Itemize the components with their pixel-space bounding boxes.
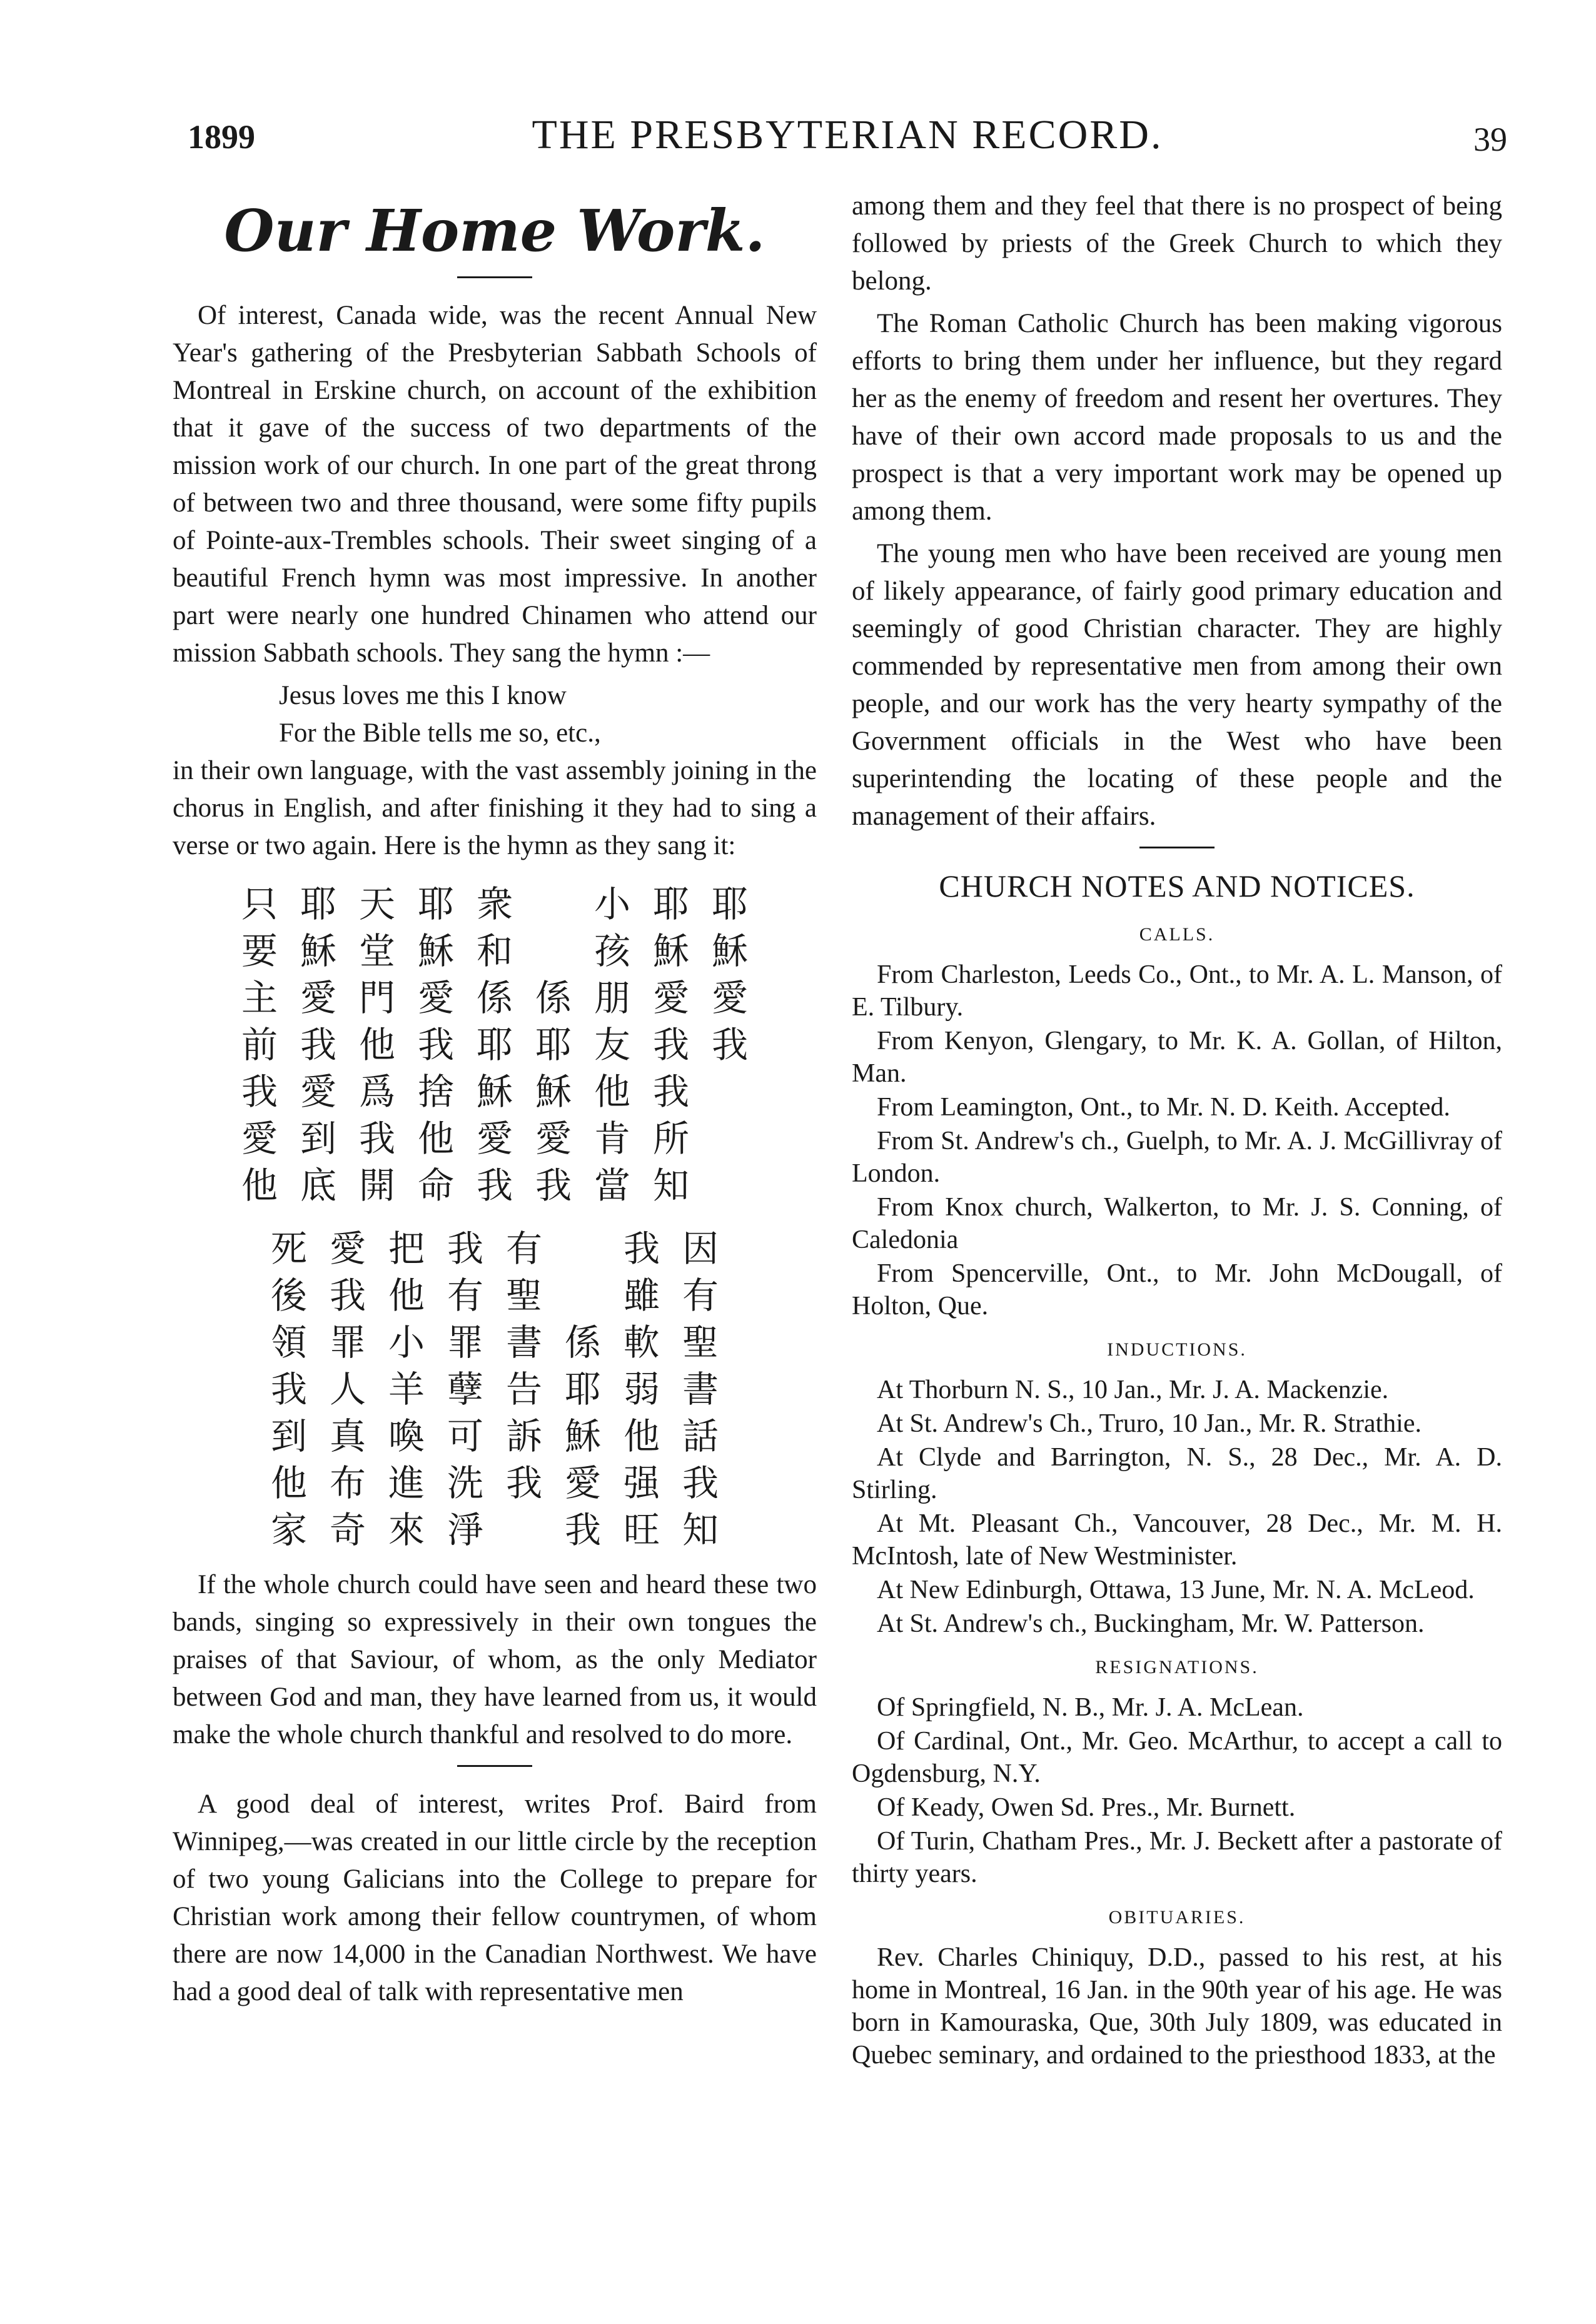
article-paragraph: Of interest, Canada wide, was the recent Annual New Year's gathering of the Presbyterian Sabbath Schools of Montreal in Erskine church, on account of the exhibition that it gave of the success of two departments of the mission work of our church. In one part of the great throng of between two and three thousand, were some fifty pupils of Pointe-aux-Trembles schools. Their sweet singing of a beautiful French hymn was most impressive. In another part were nearly one hundred Chinamen who attend our mission Sabbath schools. They sang the hymn :— xyxy=(173,301,817,668)
inductions-list xyxy=(852,1374,1502,1640)
hymn-character: 係 xyxy=(564,1321,601,1364)
hymn-column xyxy=(650,881,692,1209)
hymn-character: 愛 xyxy=(476,1117,513,1160)
hymn-character: 前 xyxy=(241,1024,278,1066)
hymn-character: 耶 xyxy=(476,1024,513,1066)
induction-entry: At New Edinburgh, Ottawa, 13 June, Mr. N. A. McLeod. xyxy=(877,1576,1475,1604)
header-year: 1899 xyxy=(188,118,255,156)
hymn-character: 我 xyxy=(682,1462,719,1504)
page-number: 39 xyxy=(1473,121,1507,158)
hymn-character: 穌 xyxy=(711,930,748,972)
section-rule xyxy=(457,1765,532,1767)
call-entry: From Kenyon, Glengary, to Mr. K. A. Gollan, of Hilton, Man. xyxy=(852,1027,1502,1088)
induction-entry: At St. Andrew's ch., Buckingham, Mr. W. Patterson. xyxy=(877,1609,1425,1638)
inductions-heading: INDUCTIONS. xyxy=(1107,1339,1247,1360)
resignations-list xyxy=(852,1691,1502,1890)
hymn-character: 要 xyxy=(241,930,278,972)
obituaries-heading: OBITUARIES. xyxy=(1108,1907,1246,1928)
hymn-character: 布 xyxy=(329,1462,366,1504)
hymn-character: 真 xyxy=(329,1415,366,1457)
resignation-entry: Of Keady, Owen Sd. Pres., Mr. Burnett. xyxy=(877,1793,1296,1822)
hymn-character: 我 xyxy=(505,1462,542,1504)
hymn-character: 我 xyxy=(329,1274,366,1317)
hymn-character: 他 xyxy=(388,1274,425,1317)
hymn-character: 弱 xyxy=(623,1368,660,1411)
hymn-character: 書 xyxy=(682,1368,719,1411)
call-entry: From Spencerville, Ont., to Mr. John McDougall, of Holton, Que. xyxy=(852,1259,1502,1320)
hymn-character: 穌 xyxy=(564,1415,601,1457)
hymn-character: 孩 xyxy=(593,930,630,972)
hymn-column xyxy=(238,881,281,1209)
hymn-character: 因 xyxy=(682,1227,719,1270)
hymn-character: 知 xyxy=(652,1164,689,1207)
hymn-character: 罪 xyxy=(329,1321,366,1364)
hymn-character: 可 xyxy=(447,1415,483,1457)
hymn-column xyxy=(297,881,340,1209)
hymn-character: 穌 xyxy=(300,930,336,972)
induction-entry: At Mt. Pleasant Ch., Vancouver, 28 Dec., Mr. M. H. McIntosh, late of New Westminister. xyxy=(852,1509,1502,1571)
hymn-character: 我 xyxy=(476,1164,513,1207)
hymn-character: 孽 xyxy=(447,1368,483,1411)
hymn-character: 小 xyxy=(593,883,630,925)
hymn-column xyxy=(444,1225,487,1554)
hymn-column xyxy=(385,1225,428,1554)
hymn-character: 穌 xyxy=(417,930,454,972)
hymn-character: 我 xyxy=(711,1024,748,1066)
hymn-column xyxy=(532,881,575,1209)
hymn-character: 我 xyxy=(652,1024,689,1066)
article-paragraph: A good deal of interest, writes Prof. Baird from Winnipeg,—was created in our little circle by the reception of two young Galicians into the College to prepare for Christian work among their fellow countrymen, of whom there are now 14,000 in the Canadian Northwest. We have had a good deal of talk with representative men xyxy=(173,1789,817,2006)
hymn-verse-line: Jesus loves me this I know xyxy=(279,681,567,710)
hymn-character: 他 xyxy=(593,1070,630,1113)
hymn-column xyxy=(326,1225,369,1554)
hymn-character: 耶 xyxy=(300,883,336,925)
hymn-character: 愛 xyxy=(652,977,689,1019)
induction-entry: At Thorburn N. S., 10 Jan., Mr. J. A. Mackenzie. xyxy=(877,1376,1389,1404)
hymn-character: 愛 xyxy=(300,977,336,1019)
hymn-character: 只 xyxy=(241,883,278,925)
hymn-character: 他 xyxy=(270,1462,307,1504)
hymn-character: 進 xyxy=(388,1462,425,1504)
induction-entry: At St. Andrew's Ch., Truro, 10 Jan., Mr. R. Strathie. xyxy=(877,1409,1422,1438)
article-paragraph: The Roman Catholic Church has been making vigorous efforts to bring them under her influence, but they regard her as the enemy of freedom and resent her overtures. They have of their own accord made proposals to us and the prospect is that a very important work may be opened up among them. xyxy=(852,309,1502,526)
hymn-character: 開 xyxy=(358,1164,395,1207)
hymn-character: 耶 xyxy=(652,883,689,925)
call-entry: From Charleston, Leeds Co., Ont., to Mr. A. L. Manson, of E. Tilbury. xyxy=(852,960,1502,1022)
hymn-character: 我 xyxy=(535,1164,572,1207)
hymn-character: 到 xyxy=(270,1415,307,1457)
hymn-character: 穌 xyxy=(652,930,689,972)
hymn-character: 羊 xyxy=(388,1368,425,1411)
hymn-character: 愛 xyxy=(535,1117,572,1160)
hymn-character: 我 xyxy=(652,1070,689,1113)
page-header xyxy=(188,111,1507,168)
resignation-entry: Of Turin, Chatham Pres., Mr. J. Beckett after a pastorate of thirty years. xyxy=(852,1827,1502,1888)
hymn-character: 堂 xyxy=(358,930,395,972)
article-paragraph: among them and they feel that there is no prospect of being followed by priests of the Greek Church to which they belong. xyxy=(852,191,1502,296)
section-title: Our Home Work. xyxy=(224,197,765,264)
hymn-character: 和 xyxy=(476,930,513,972)
section-rule xyxy=(1139,847,1215,848)
hymn-column xyxy=(503,1225,545,1554)
hymn-character: 愛 xyxy=(564,1462,601,1504)
hymn-character: 我 xyxy=(417,1024,454,1066)
hymn-character: 到 xyxy=(300,1117,336,1160)
hymn-character: 耶 xyxy=(564,1368,601,1411)
hymn-character: 愛 xyxy=(300,1070,336,1113)
hymn-column xyxy=(620,1225,663,1554)
hymn-character: 友 xyxy=(593,1024,630,1066)
right-column xyxy=(852,188,1502,2073)
chinese-hymn-stanza-1 xyxy=(173,881,817,1209)
hymn-character: 穌 xyxy=(476,1070,513,1113)
hymn-character: 把 xyxy=(388,1227,425,1270)
hymn-character: 後 xyxy=(270,1274,307,1317)
hymn-column xyxy=(591,881,634,1209)
induction-entry: At Clyde and Barrington, N. S., 28 Dec., Mr. A. D. Stirling. xyxy=(852,1443,1502,1504)
call-entry: From Leamington, Ont., to Mr. N. D. Keith. Accepted. xyxy=(877,1093,1450,1122)
calls-list xyxy=(852,958,1502,1322)
hymn-character: 領 xyxy=(270,1321,307,1364)
hymn-character: 有 xyxy=(447,1274,483,1317)
hymn-character: 知 xyxy=(682,1509,719,1551)
hymn-character: 底 xyxy=(300,1164,336,1207)
hymn-character: 命 xyxy=(417,1164,454,1207)
hymn-character: 我 xyxy=(564,1509,601,1551)
hymn-character: 天 xyxy=(358,883,395,925)
hymn-character: 人 xyxy=(329,1368,366,1411)
hymn-character: 我 xyxy=(241,1070,278,1113)
hymn-character: 死 xyxy=(270,1227,307,1270)
church-notes-title: CHURCH NOTES AND NOTICES. xyxy=(939,868,1415,903)
hymn-character: 我 xyxy=(358,1117,395,1160)
hymn-character: 係 xyxy=(535,977,572,1019)
hymn-character: 話 xyxy=(682,1415,719,1457)
resignation-entry: Of Cardinal, Ont., Mr. Geo. McArthur, to accept a call to Ogdensburg, N.Y. xyxy=(852,1727,1502,1788)
hymn-character: 愛 xyxy=(417,977,454,1019)
hymn-character: 他 xyxy=(358,1024,395,1066)
hymn-character: 他 xyxy=(417,1117,454,1160)
hymn-character: 聖 xyxy=(682,1321,719,1364)
hymn-character: 有 xyxy=(505,1227,542,1270)
hymn-character: 愛 xyxy=(241,1117,278,1160)
resignations-heading: RESIGNATIONS. xyxy=(1095,1657,1259,1678)
hymn-character: 他 xyxy=(241,1164,278,1207)
calls-heading: CALLS. xyxy=(1139,924,1215,945)
hymn-character: 淨 xyxy=(447,1509,483,1551)
hymn-character: 我 xyxy=(300,1024,336,1066)
hymn-character: 我 xyxy=(270,1368,307,1411)
hymn-character: 來 xyxy=(388,1509,425,1551)
hymn-character: 旺 xyxy=(623,1509,660,1551)
hymn-character: 穌 xyxy=(535,1070,572,1113)
hymn-character: 奇 xyxy=(329,1509,366,1551)
hymn-character: 門 xyxy=(358,977,395,1019)
article-paragraph: The young men who have been received are young men of likely appearance, of fairly good primary education and seemingly of good Christian character. They are highly commended by representative men from among their own people, and our work has the very hearty sympathy of the Government officials in the West who have been superintending the locating of these people and the management of their affairs. xyxy=(852,539,1502,831)
hymn-column xyxy=(268,1225,310,1554)
hymn-column xyxy=(562,1225,604,1554)
hymn-character: 所 xyxy=(652,1117,689,1160)
obituary-entry: Rev. Charles Chiniquy, D.D., passed to his rest, at his home in Montreal, 16 Jan. in the 90th year of his age. He was born in Kamouraska, Que, 30th July 1809, was educated in Quebec seminary, and ordained to the priesthood 1833, at the xyxy=(852,1943,1502,2070)
chinese-hymn-stanza-2 xyxy=(173,1225,817,1554)
hymn-character: 耶 xyxy=(711,883,748,925)
hymn-character: 耶 xyxy=(417,883,454,925)
call-entry: From Knox church, Walkerton, to Mr. J. S. Conning, of Caledonia xyxy=(852,1193,1502,1254)
hymn-character: 他 xyxy=(623,1415,660,1457)
hymn-character: 洗 xyxy=(447,1462,483,1504)
hymn-character: 告 xyxy=(505,1368,542,1411)
call-entry: From St. Andrew's ch., Guelph, to Mr. A. J. McGillivray of London. xyxy=(852,1127,1502,1188)
hymn-column xyxy=(415,881,457,1209)
hymn-character: 喚 xyxy=(388,1415,425,1457)
resignation-entry: Of Springfield, N. B., Mr. J. A. McLean. xyxy=(877,1693,1304,1722)
hymn-character: 愛 xyxy=(711,977,748,1019)
hymn-column xyxy=(679,1225,722,1554)
hymn-character: 書 xyxy=(505,1321,542,1364)
title-rule xyxy=(457,276,532,278)
hymn-character: 耶 xyxy=(535,1024,572,1066)
hymn-column xyxy=(356,881,398,1209)
hymn-character: 肯 xyxy=(593,1117,630,1160)
hymn-column xyxy=(709,881,751,1209)
hymn-column xyxy=(473,881,516,1209)
journal-title: THE PRESBYTERIAN RECORD. xyxy=(532,112,1163,158)
hymn-character: 主 xyxy=(241,977,278,1019)
hymn-character: 我 xyxy=(623,1227,660,1270)
hymn-character: 罪 xyxy=(447,1321,483,1364)
hymn-character: 聖 xyxy=(505,1274,542,1317)
article-paragraph: If the whole church could have seen and heard these two bands, singing so expressively in their own tongues the praises of that Saviour, of whom, as the only Mediator between God and man, they have learned from us, it would make the whole church thankful and resolved to do more. xyxy=(173,1570,817,1749)
hymn-character: 我 xyxy=(447,1227,483,1270)
hymn-character: 小 xyxy=(388,1321,425,1364)
hymn-character: 愛 xyxy=(329,1227,366,1270)
left-column xyxy=(173,188,817,2016)
hymn-character: 捨 xyxy=(417,1070,454,1113)
hymn-character: 雖 xyxy=(623,1274,660,1317)
hymn-character: 有 xyxy=(682,1274,719,1317)
hymn-character: 朋 xyxy=(593,977,630,1019)
article-paragraph: in their own language, with the vast assembly joining in the chorus in English, and after finishing it they had to sing a verse or two again. Here is the hymn as they sang it: xyxy=(173,756,817,860)
hymn-character: 訴 xyxy=(505,1415,542,1457)
hymn-character: 軟 xyxy=(623,1321,660,1364)
hymn-character: 衆 xyxy=(476,883,513,925)
hymn-character: 係 xyxy=(476,977,513,1019)
hymn-character: 家 xyxy=(270,1509,307,1551)
hymn-character: 當 xyxy=(593,1164,630,1207)
hymn-character: 爲 xyxy=(358,1070,395,1113)
hymn-verse-line: For the Bible tells me so, etc., xyxy=(279,718,601,748)
hymn-character: 强 xyxy=(623,1462,660,1504)
